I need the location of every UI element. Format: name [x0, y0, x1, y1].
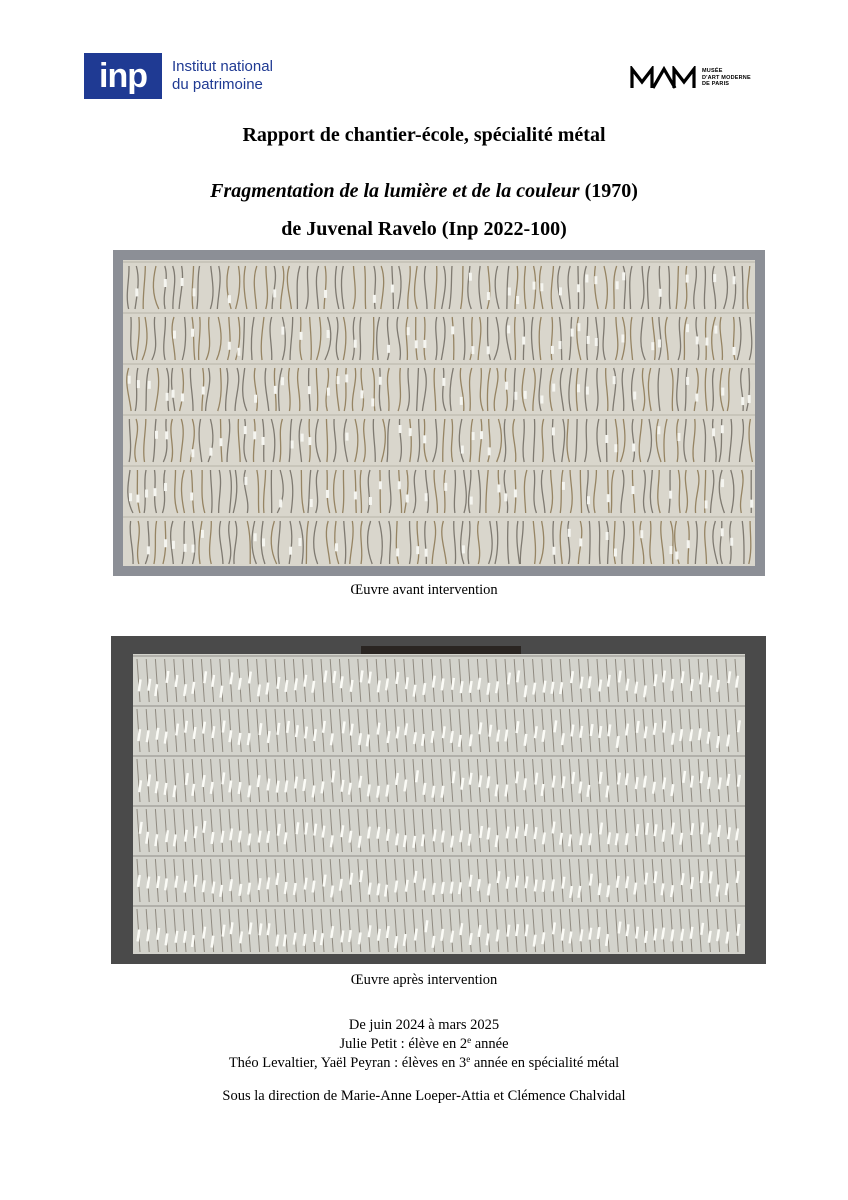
inp-logo-line1: Institut national: [172, 58, 273, 75]
artwork-title: [0, 180, 848, 203]
artwork-title-italic: Fragmentation de la lumière et de la couleur: [210, 180, 580, 202]
mam-logo-line2: D'ART MODERNE: [702, 74, 751, 81]
artwork-year: (1970): [579, 180, 638, 202]
artwork-after-image: [111, 636, 766, 964]
student1-year-text: année: [471, 1036, 509, 1052]
mam-logo-line3: DE PARIS: [702, 81, 730, 88]
student1-sup: e: [467, 1035, 472, 1045]
mam-logo-mark: [630, 66, 698, 90]
mam-logo-line1: MUSÉE: [702, 68, 723, 75]
mam-logo: [630, 66, 751, 90]
credits: [0, 1016, 848, 1073]
student1-text: Julie Petit : élève en 2: [339, 1036, 468, 1052]
artist-line: de Juvenal Ravelo (Inp 2022-100): [281, 218, 567, 240]
inp-logo-text: [172, 58, 273, 94]
inp-logo-line2: du patrimoine: [172, 76, 263, 93]
student2-year-text: année en spécialité métal: [470, 1055, 620, 1071]
student2-text: Théo Levaltier, Yaël Peyran : élèves en 3: [228, 1055, 467, 1071]
artwork-after-photo: [111, 636, 766, 964]
inp-logo-mark: inp: [84, 53, 162, 99]
after-caption: Œuvre après intervention: [350, 972, 498, 988]
credits-student2: [0, 1054, 848, 1073]
credits-dates: De juin 2024 à mars 2025: [348, 1017, 500, 1033]
inp-logo: [84, 53, 273, 99]
student2-sup: e: [466, 1054, 471, 1064]
mam-logo-text: [702, 68, 751, 88]
artwork-before-image: [113, 250, 765, 576]
direction-line: Sous la direction de Marie-Anne Loeper-Attia et Clémence Chalvidal: [222, 1088, 626, 1104]
report-title: Rapport de chantier-école, spécialité métal: [242, 124, 606, 146]
credits-student1: [0, 1035, 848, 1054]
before-caption: Œuvre avant intervention: [350, 582, 498, 598]
artwork-before-photo: [113, 250, 765, 576]
